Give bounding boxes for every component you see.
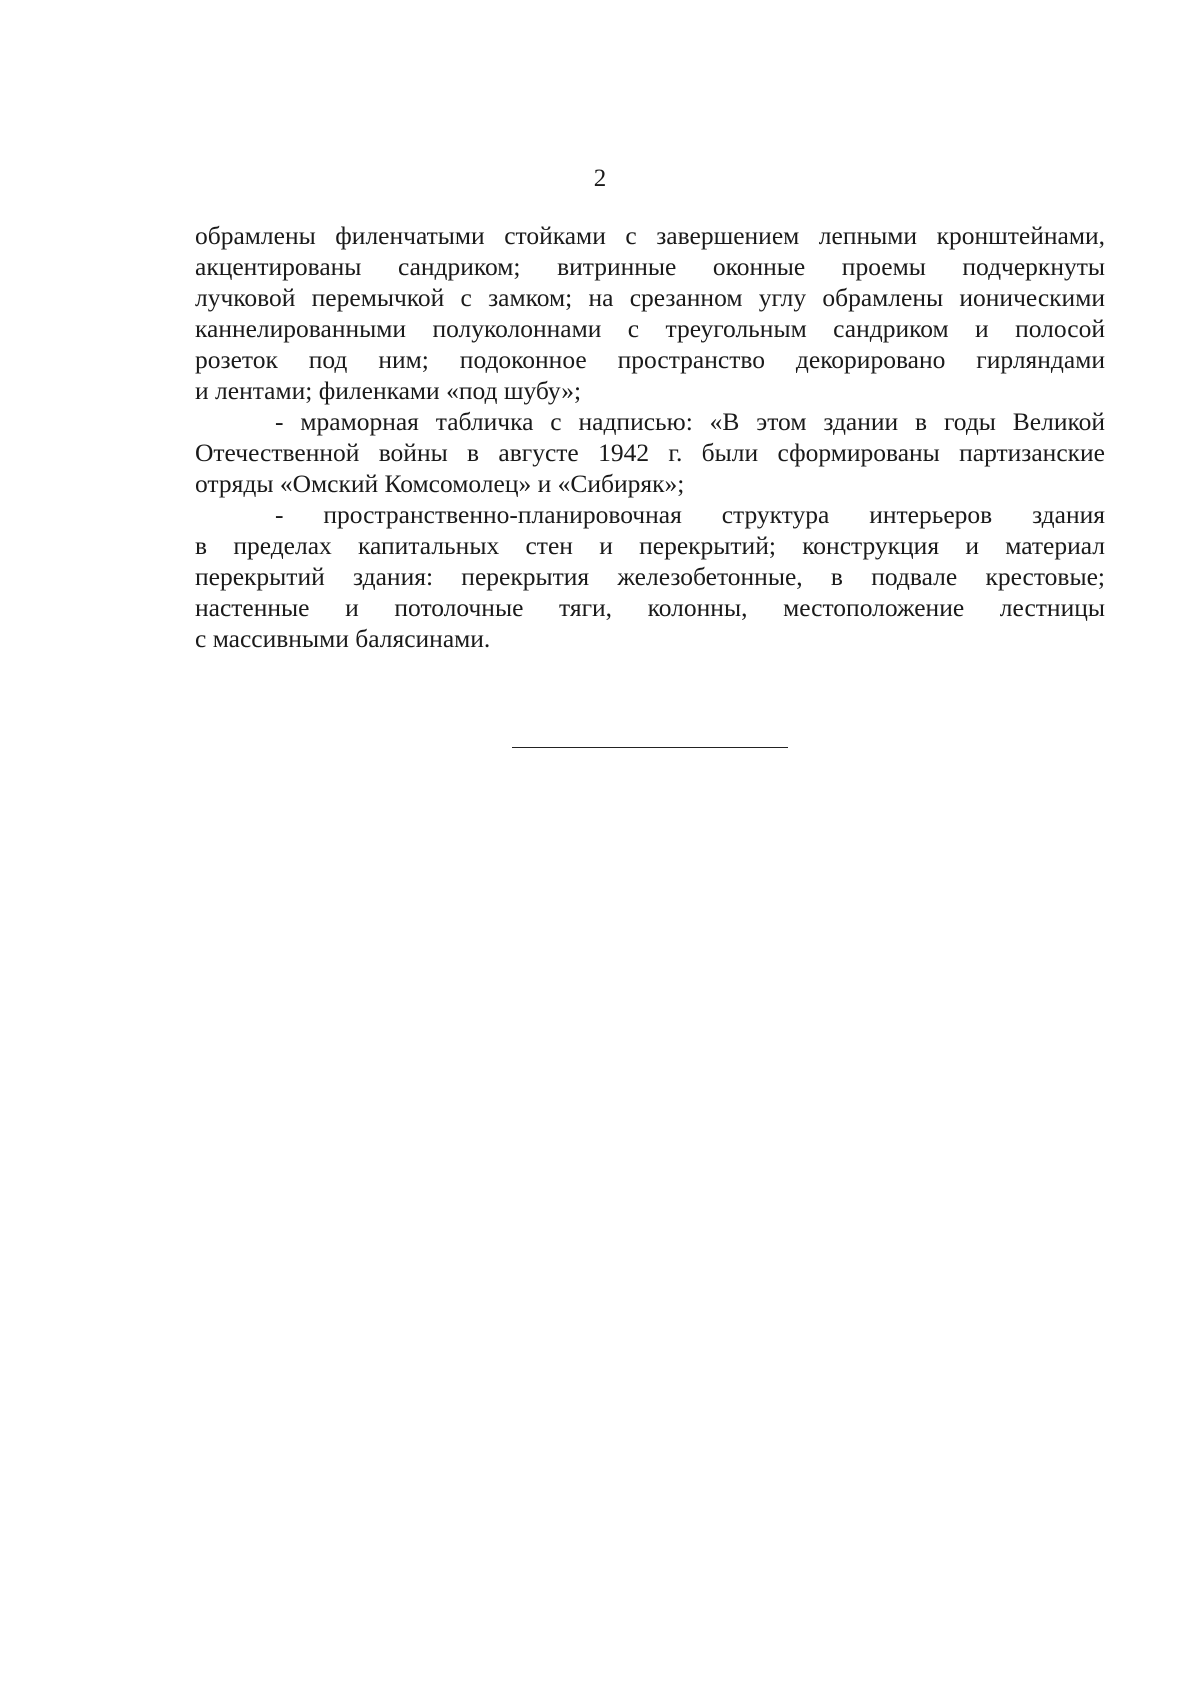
text-line: отряды «Омский Комсомолец» и «Сибиряк»; xyxy=(195,469,685,498)
text-line: настенные и потолочные тяги, колонны, местоположение лестницы xyxy=(195,593,1105,622)
text-line: и лентами; филенками «под шубу»; xyxy=(195,376,582,405)
text-line: лучковой перемычкой с замком; на срезанном углу обрамлены ионическими xyxy=(195,283,1105,312)
text-line: в пределах капитальных стен и перекрытий; конструкция и материал xyxy=(195,531,1105,560)
text-line: розеток под ним; подоконное пространство декорировано гирляндами xyxy=(195,345,1105,374)
text-line: с массивными балясинами. xyxy=(195,624,491,653)
body-text xyxy=(195,220,1105,654)
paragraph-interior-structure xyxy=(195,499,1105,654)
text-line: акцентированы сандриком; витринные оконные проемы подчеркнуты xyxy=(195,252,1105,281)
text-line: - мраморная табличка с надписью: «В этом здании в годы Великой xyxy=(275,407,1105,436)
paragraph-marble-plaque xyxy=(195,406,1105,499)
text-line: перекрытий здания: перекрытия железобетонные, в подвале крестовые; xyxy=(195,562,1105,591)
text-line: Отечественной войны в августе 1942 г. были сформированы партизанские xyxy=(195,438,1105,467)
text-line: каннелированными полуколоннами с треугольным сандриком и полосой xyxy=(195,314,1105,343)
page-number: 2 xyxy=(593,165,607,192)
end-separator-line xyxy=(512,747,788,748)
paragraph-facade-decor xyxy=(195,220,1105,406)
text-line: обрамлены филенчатыми стойками с завершением лепными кронштейнами, xyxy=(195,221,1105,250)
text-line: - пространственно-планировочная структура интерьеров здания xyxy=(275,500,1105,529)
